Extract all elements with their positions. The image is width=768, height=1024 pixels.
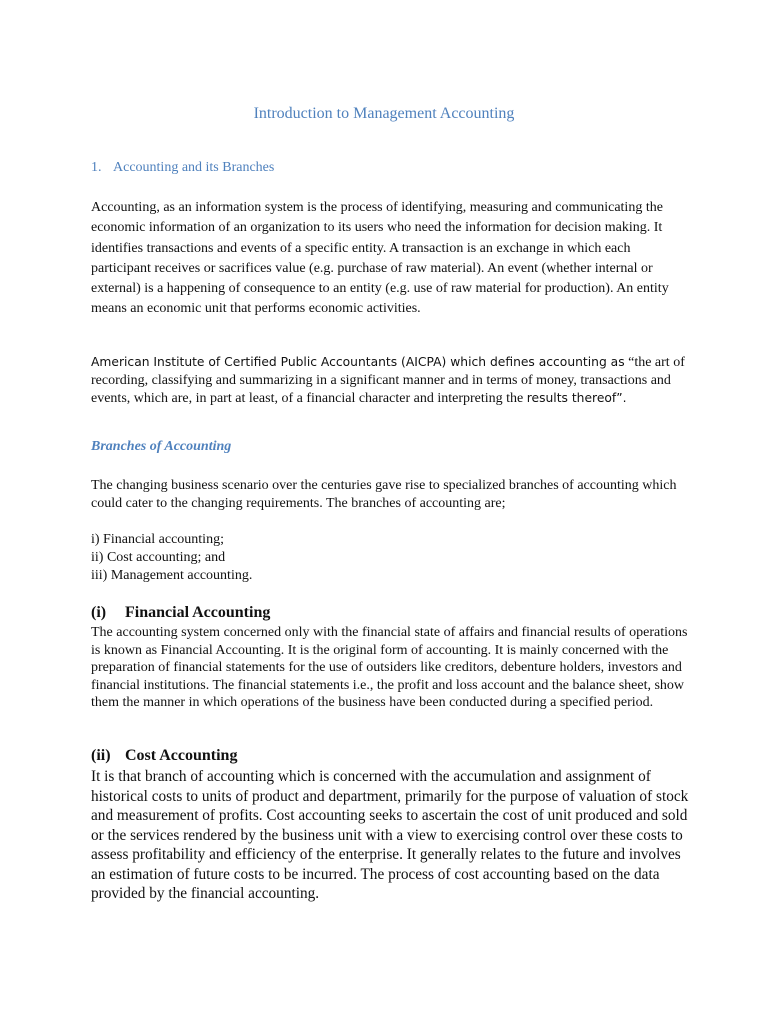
aicpa-definition-paragraph [91, 354, 691, 407]
aicpa-period: . [622, 390, 627, 405]
financial-accounting-heading [91, 604, 270, 622]
section-heading-text: Accounting and its Branches [113, 160, 275, 175]
branches-list [91, 531, 252, 584]
financial-accounting-paragraph: The accounting system concerned only with the financial state of affairs and financial results of operations is known as Financial Accounting. It is the original form of accounting. It is mainly concerned with the preparation of financial statements for the use of outsiders like creditors, debenture holders, investors and financial institutions. The financial statements i.e., the profit and loss account and the balance sheet, show them the manner in which operations of the business have been conducted during a specified period. [91, 625, 688, 711]
section-heading-accounting-branches [91, 160, 274, 176]
aicpa-quote-end: results thereof” [526, 390, 623, 405]
definition-paragraph: Accounting, as an information system is the process of identifying, measuring and communicating the economic information of an organization to its users who need the information for decision making. It identifies transactions and events of a specific entity. A transaction is an exchange in which each participant receives or sacrifices value (e.g. purchase of raw material). An event (whether internal or external) is a happening of consequence to an entity (e.g. use of raw material for production). An entity means an economic unit that performs economic activities. [91, 200, 669, 317]
cost-accounting-heading-text: Cost Accounting [125, 747, 238, 764]
aicpa-quote-text: “the art of recording, classifying and summarizing in a significant manner and in terms of money, transactions and events, which are, in part at least, of a financial character and interpreting the [91, 355, 685, 406]
branches-intro-paragraph: The changing business scenario over the centuries gave rise to specialized branches of accounting which could cater to the changing requirements. The branches of accounting are; [91, 478, 677, 511]
cost-accounting-number: (ii) [91, 747, 111, 764]
cost-accounting-heading [91, 747, 237, 765]
branches-of-accounting-heading: Branches of Accounting [91, 439, 232, 454]
financial-accounting-heading-text: Financial Accounting [125, 604, 271, 621]
cost-accounting-paragraph: It is that branch of accounting which is concerned with the accumulation and assignment of historical costs to units of product and department, primarily for the purpose of valuation of stock and measurement of profits. Cost accounting seeks to ascertain the cost of unit produced and sold or the services rendered by the business unit with a view to exercising control over these costs to assess profitability and efficiency of the enterprise. It generally relates to the future and involves an estimation of future costs to be incurred. The process of cost accounting based on the data provided by the financial accounting. [91, 768, 689, 902]
list-item: iii) Management accounting. [91, 567, 253, 583]
section-number: 1. [91, 160, 102, 175]
aicpa-lead-text: American Institute of Certified Public Accountants (AICPA) which defines accounting as [91, 355, 625, 369]
document-title: Introduction to Management Accounting [253, 105, 515, 122]
financial-accounting-number: (i) [91, 604, 107, 621]
list-item: i) Financial accounting; [91, 532, 224, 547]
list-item: ii) Cost accounting; and [91, 549, 226, 565]
